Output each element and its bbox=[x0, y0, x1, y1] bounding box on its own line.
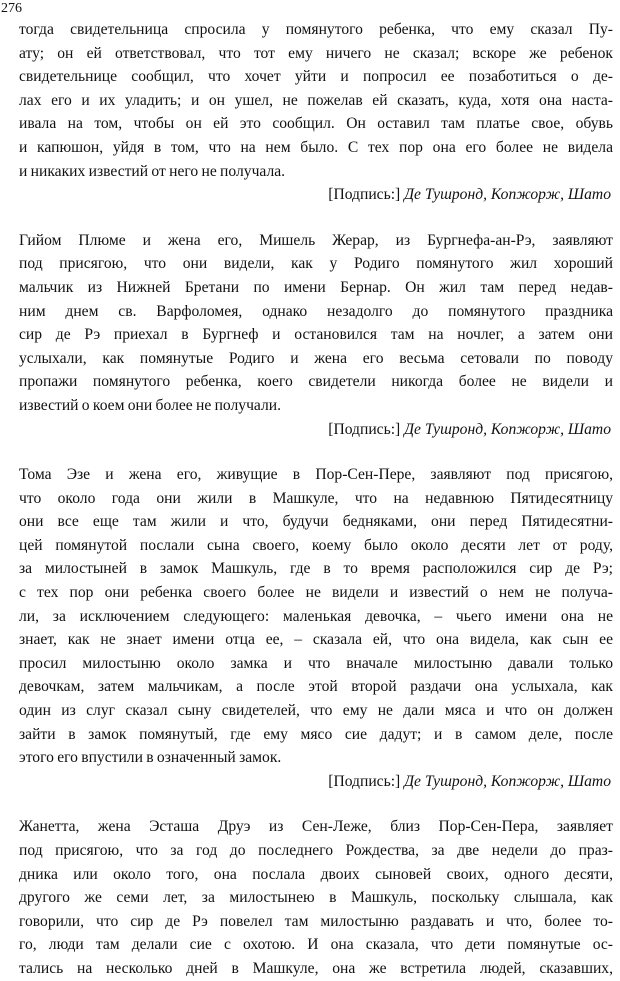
text-line: ним днем св. Варфоломея, однако незадолго до помянутого праздника bbox=[19, 302, 613, 320]
text-line: ивала на том, чтобы он ей это сообщил. Он оставил там платье свое, обувь bbox=[19, 115, 613, 133]
text-line: говорили, что сир де Рэ повелел там милостыню раздавать и что, более то- bbox=[19, 912, 613, 930]
text-line: известий о коем они более не получали. bbox=[19, 396, 282, 414]
testimony-paragraph-3 bbox=[19, 463, 613, 793]
signature-line bbox=[19, 418, 613, 442]
text-line: свидетельнице сообщил, что хочет уйти и попросил ее позаботиться о де- bbox=[19, 68, 613, 86]
text-line: тались на несколько дней в Машкуле, она же встретила людей, сказавших, bbox=[19, 959, 613, 977]
signature-names: Де Тушронд, Копжорж, Шато bbox=[404, 186, 611, 204]
testimony-paragraph-2 bbox=[19, 229, 613, 441]
text-line: сир де Рэ приехал в Бургнеф и остановился там на ночлег, а затем они bbox=[19, 326, 613, 344]
text-line: этого его впустили в означенный замок. bbox=[19, 749, 282, 767]
text-line: мальчик из Нижней Бретани по имени Бернар. Он жил там перед недав- bbox=[19, 278, 613, 296]
text-line: пропажи помянутого ребенка, коего свидетели никогда более не видели и bbox=[19, 373, 613, 391]
text-line: Тома Эзе и жена его, живущие в Пор-Сен-Пере, заявляют под присягою, bbox=[19, 466, 613, 484]
text-line: что около года они жили в Машкуле, что на недавнюю Пятидесятницу bbox=[19, 489, 613, 507]
text-line: за милостыней в замок Машкуль, где в то время расположился сир де Рэ; bbox=[19, 560, 613, 578]
text-line: Гийом Плюме и жена его, Мишель Жерар, из Бургнефа-ан-Рэ, заявляют bbox=[19, 231, 613, 249]
paragraph-gap bbox=[19, 207, 613, 229]
text-line: Жанетта, жена Эсташа Друэ из Сен-Леже, близ Пор-Сен-Пера, заявляет bbox=[19, 818, 613, 836]
page-number: 276 bbox=[1, 1, 22, 16]
text-line: услыхали, как помянутые Родиго и жена его весьма сетовали по поводу bbox=[19, 349, 613, 367]
text-line: другого же семи лет, за милостынею в Машкуль, поскольку слышала, как bbox=[19, 889, 613, 907]
text-line: ату; он ей ответствовал, что тот ему ничего не сказал; вскоре же ребенок bbox=[19, 44, 613, 62]
text-line: го, люди там делали сие с охотою. И она сказала, что дети помянутые ос- bbox=[19, 936, 613, 954]
testimony-paragraph-1 bbox=[19, 18, 613, 207]
signature-line bbox=[19, 183, 613, 207]
text-line: просил милостыню около замка и что вначале милостыню давали только bbox=[19, 654, 613, 672]
testimony-paragraph-4 bbox=[19, 815, 613, 980]
signature-label: [Подпись:] bbox=[328, 186, 401, 204]
text-line: и никаких известий от него не получала. bbox=[19, 162, 286, 180]
signature-label: [Подпись:] bbox=[328, 420, 401, 438]
paragraph-gap bbox=[19, 441, 613, 463]
signature-label: [Подпись:] bbox=[328, 772, 401, 790]
signature-names: Де Тушронд, Копжорж, Шато bbox=[404, 772, 611, 790]
page-content bbox=[19, 18, 613, 981]
signature-line bbox=[19, 770, 613, 794]
text-line: зайти в замок помянутый, где ему мясо сие дадут; и в самом деле, после bbox=[19, 725, 613, 743]
text-line: с тех пор они ребенка своего более не видели и известий о нем не получа- bbox=[19, 584, 613, 602]
text-line: один из слуг сказал сыну свидетелей, что ему не дали мяса и что он должен bbox=[19, 702, 613, 720]
text-line: дника или около того, она послала двоих сыновей своих, одного десяти, bbox=[19, 865, 613, 883]
text-line: под присягою, что они видели, как у Родиго помянутого жил хороший bbox=[19, 255, 613, 273]
text-line: девочкам, затем мальчикам, а после этой второй раздачи она услыхала, как bbox=[19, 678, 613, 696]
text-line: цей помянутой послали сына своего, коему было около десяти лет от роду, bbox=[19, 536, 613, 554]
text-line: знает, как не знает имени отца ее, – сказала ей, что она видела, как сын ее bbox=[19, 631, 613, 649]
text-line: тогда свидетельница спросила у помянутого ребенка, что ему сказал Пу- bbox=[19, 21, 613, 38]
text-line: они все еще там жили и что, будучи бедняками, они перед Пятидесятни- bbox=[19, 513, 613, 531]
text-line: под присягою, что за год до последнего Рождества, за две недели до праз- bbox=[19, 842, 613, 859]
paragraph-gap bbox=[19, 793, 613, 815]
text-line: лах его и их уладить; и он ушел, не пожелав ей сказать, куда, хотя она наста- bbox=[19, 91, 613, 109]
text-line: ли, за исключением следующего: маленькая девочка, – чьего имени она не bbox=[19, 607, 613, 625]
text-line: и капюшон, уйдя в том, что на нем было. С тех пор она его более не видела bbox=[19, 138, 613, 156]
signature-names: Де Тушронд, Копжорж, Шато bbox=[404, 420, 611, 438]
